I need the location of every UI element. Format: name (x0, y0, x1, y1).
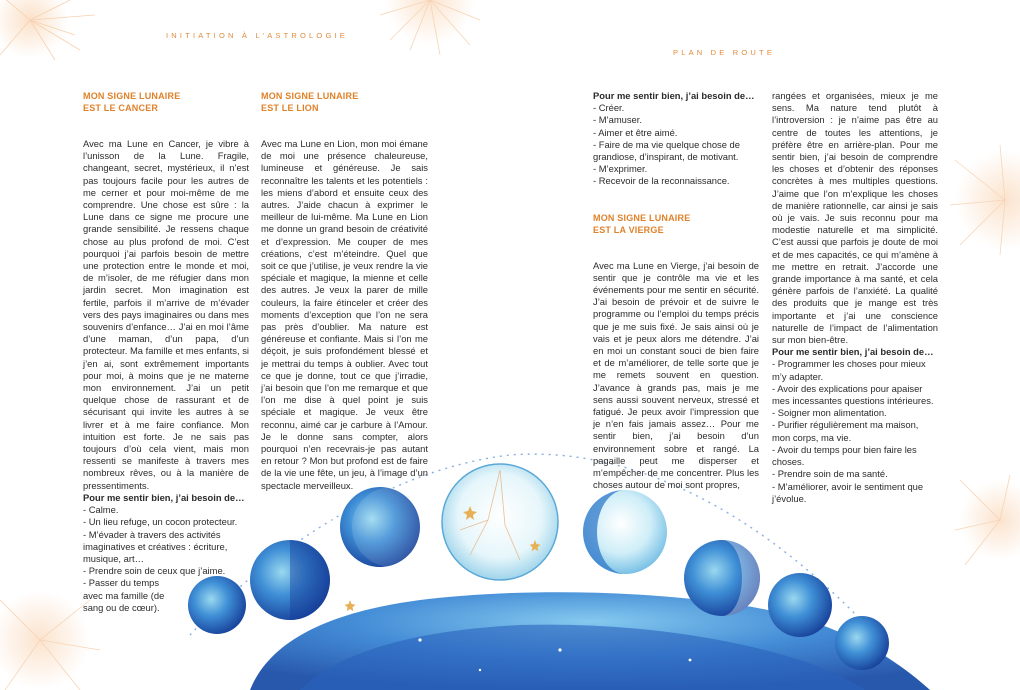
running-header-right: PLAN DE ROUTE (673, 48, 776, 57)
list-item: - Un lieu refuge, un cocon protecteur. (83, 516, 238, 528)
list-item: - Avoir du temps pour bien faire les choses. (772, 443, 917, 468)
column-vierge (593, 90, 759, 491)
list-item: - Programmer les choses pour mieux m’y adapter. (772, 358, 926, 382)
heading-line: MON SIGNE LUNAIRE (593, 212, 691, 223)
firework-decor-top-mid (380, 0, 480, 55)
needs-list-lion (593, 102, 759, 187)
list-item: - Purifier régulièrement ma maison, mon corps, ma vie. (772, 419, 919, 443)
firework-decor-top-left (0, 0, 95, 60)
list-item: - Prendre soin de ma santé. (772, 468, 888, 480)
list-item: - M’améliorer, avoir le sentiment que j’évolue. (772, 480, 924, 504)
needs-title-cancer: Pour me sentir bien, j’ai besoin de… (83, 491, 245, 503)
body-lion: Avec ma Lune en Lion, mon moi émane de moi une présence chaleureuse, lumineuse et généreuse. Je sais reconnaître les talents et les potentiels : les miens d’abord et ensuite ceux des autres. J’aide chacun à exprimer le meilleur de lui-même. Ma Lune en Lion me donne un grand besoin de créativité et d’expression. Me couper de mes créations, c’est m’éteindre. Quel que soit ce que j’utilise, je veux rendre la vie spéciale et magique, la mienne et celle des autres. Je veux la parer de mille couleurs, la faire étinceler et créer des moments d’exception que l’on ne sera pas près d’oublier. Ma nature est généreuse et confiante. Mais si l’on me déçoit, je suis profondément blessé et je mettrai du temps à oublier. Avec tout ce que je donne, tout ce que j’irradie, j’ai besoin que l’on me remarque et que l’on me dise à quel point je suis spéciale et magique. Je veux être reconnu, aimé car je carbure à l’Amour. Je le donne sans compter, alors pourquoi n’en recevrais-je pas autant en retour ? Mon but profond est de faire de la vie une fête, un jeu, à l’image d’un spectacle merveilleux. (261, 138, 428, 491)
heading-line: EST LE LION (261, 103, 319, 113)
list-item: - M’évader à travers des activités imaginatives et créatives : écriture, musique, art… (83, 528, 228, 564)
moon-3 (340, 487, 432, 567)
body-cancer: Avec ma Lune en Cancer, je vibre à l’unisson de la Lune. Fragile, changeant, secret, mystérieux, il n’est pas toujours facile pour les autres de me cerner et pour moi-même de me comprendre. Une chose est sûre : la Lune dans ce signe me procure une grande sensibilité. Je ressens chaque chose au plus profond de moi. C’est pourquoi j’ai parfois besoin de mettre une protection entre le monde et moi, de m’isoler, de me réfugier dans mon jardin secret. Mon imagination est fertile, parfois il m’arrive de m’évader vers des pays imaginaires ou dans mes souvenirs d’enfance… J’ai en moi l’âme d’une maman, d’un papa, d’un protecteur. Ma famille et mes enfants, si j’en ai, sont extrêmement importants pour moi, à moins que je ne materne mon environnement. J’ai un petit quelque chose de rassurant et de sécurisant qui invite les autres à se livrer et à me faire confiance. Mon intuition est forte. Je ne sais pas toujours d’où cela vient, mais mon ressenti se manifeste à travers mes nombreux rêves, ou à la manière de pressentiments. (83, 138, 249, 491)
moon-2 (250, 540, 330, 620)
list-item: - Calme. (83, 504, 119, 516)
needs-list-cancer (83, 504, 249, 614)
body-vierge-continued: rangées et organisées, mieux je me sens. Ma nature tend plutôt à l’introversion : je n’aime pas être au centre de toutes les attentions, je préfère être en arrière-plan. Pour me sentir bien, j’ai besoin de comprendre les choses et d’obtenir des réponses concrètes à mes multiples questions. J’aime que l’on m’explique les choses de manière rationnelle, car ainsi je sais où je vais. Je suis reconnu pour ma modestie naturelle et ma simplicité. C’est aussi que parfois je doute de moi et de mes capacités, ce qui m’amène à me mettre en retrait. J’accorde une grande importance à ma santé, et cela génère parfois de l’anxiété. La qualité des produits que je mange est très importante et j’ai une conscience naturelle de l’impact de l’alimentation sur mon bien-être. (772, 90, 938, 346)
moon-4-full (442, 464, 558, 580)
needs-list-vierge (772, 358, 938, 504)
list-item: - Prendre soin de ceux que j’aime. (83, 565, 226, 577)
moon-7 (768, 573, 832, 637)
moon-5 (583, 490, 667, 574)
firework-decor-right (950, 145, 1020, 565)
list-item: - M’exprimer. (593, 163, 648, 175)
heading-line: MON SIGNE LUNAIRE (83, 91, 181, 101)
column-cancer (83, 90, 249, 614)
running-header-left: INITIATION À L’ASTROLOGIE (166, 31, 348, 40)
list-item: - Passer du temps avec ma famille (de sang ou de cœur). (83, 577, 165, 613)
list-item: - Créer. (593, 102, 625, 114)
heading-line: EST LA VIERGE (593, 224, 664, 235)
column-lion (261, 90, 428, 492)
heading-lion (261, 90, 428, 114)
list-item: - Recevoir de la reconnaissance. (593, 175, 730, 187)
needs-title-vierge: Pour me sentir bien, j’ai besoin de… (772, 346, 934, 358)
needs-title-lion: Pour me sentir bien, j’ai besoin de… (593, 90, 755, 101)
column-vierge-continued (772, 90, 938, 505)
heading-line: MON SIGNE LUNAIRE (261, 91, 359, 101)
list-item: - Avoir des explications pour apaiser mes incessantes questions intérieures. (772, 382, 934, 407)
list-item: - Soigner mon alimentation. (772, 407, 887, 419)
body-vierge: Avec ma Lune en Vierge, j’ai besoin de sentir que je contrôle ma vie et les événements pour me sentir en sécurité. J’ai besoin de prévoir et de suivre le programme ou l’emploi du temps précis que je me suis fixé. Je sais ainsi où je vais et je peux alors me détendre. J’ai en moi un constant souci de bien faire et de m’améliorer, de telle sorte que je me remets souvent en question. J’avance à grands pas, mais je me sens aussi souvent nerveux, stressé et fatigué. Je peux avoir l’impression que je n’en fais jamais assez… Pour me sentir bien, j’ai besoin d’un environnement sobre et rangé. La pagaille peut me disperser et m’empêcher de me concentrer. Plus les choses autour de moi sont propres, (593, 259, 759, 491)
heading-cancer (83, 90, 249, 114)
list-item: - M’amuser. (593, 114, 642, 126)
moon-6 (684, 540, 760, 616)
moon-8 (835, 616, 889, 670)
heading-line: EST LE CANCER (83, 103, 159, 113)
list-item: - Faire de ma vie quelque chose de grandiose, d’inspirant, de motivant. (593, 138, 740, 163)
heading-vierge (593, 212, 759, 236)
list-item: - Aimer et être aimé. (593, 126, 678, 138)
